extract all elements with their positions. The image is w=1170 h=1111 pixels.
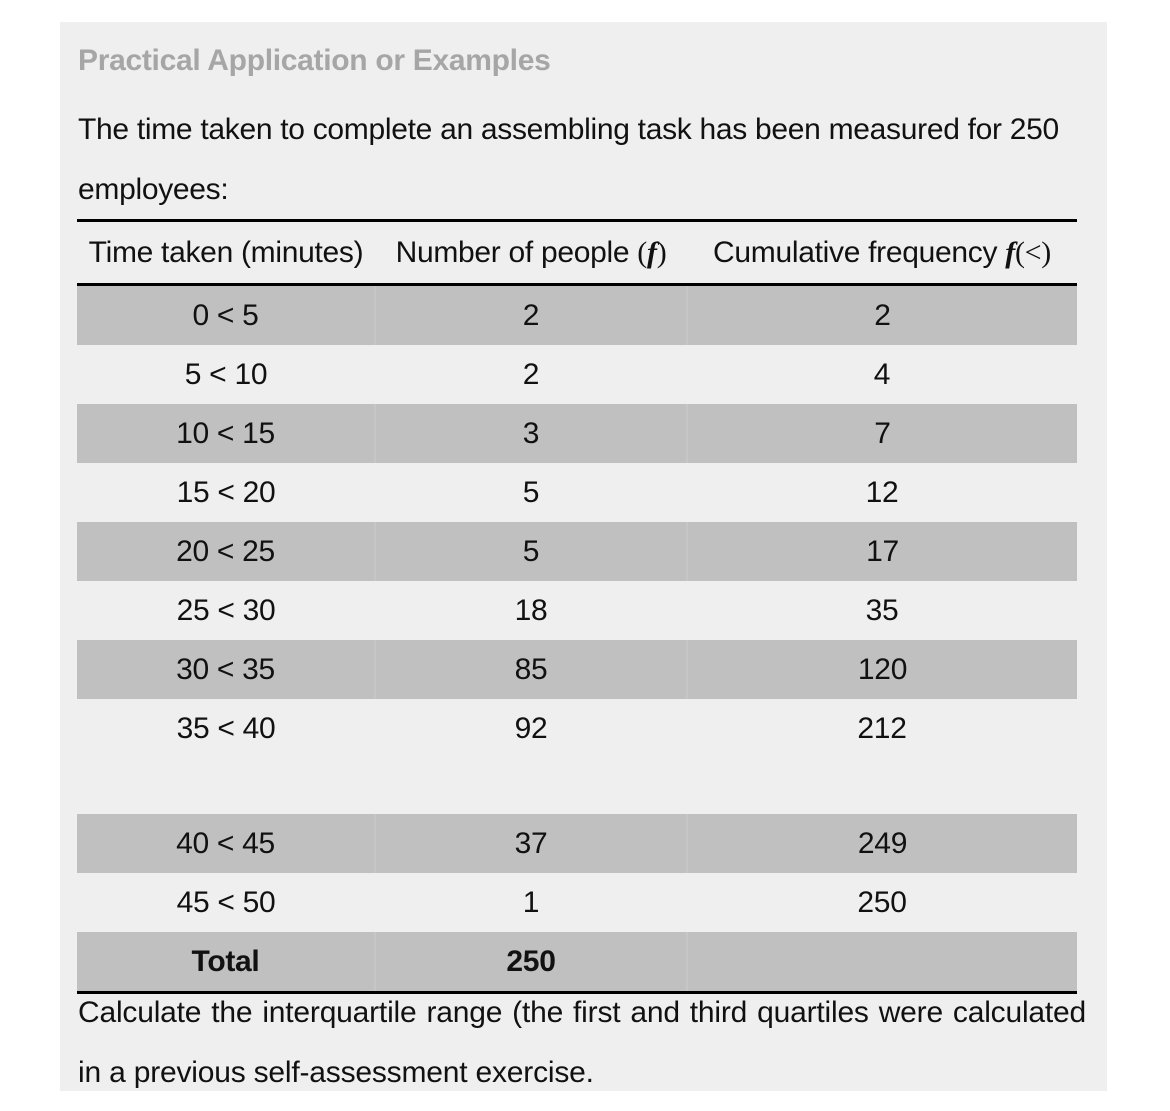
- cell-interval: 5 < 10: [77, 345, 375, 404]
- cell-frequency: 2: [375, 345, 687, 404]
- header-cf-symbol: f: [1005, 235, 1015, 269]
- header-time-taken: Time taken (minutes): [88, 235, 364, 269]
- table-row: [77, 522, 1077, 581]
- cell-total-label: Total: [77, 932, 375, 993]
- cell-cumulative-frequency: 2: [687, 285, 1077, 346]
- cell-frequency: 85: [375, 640, 687, 699]
- cell-frequency: 3: [375, 404, 687, 463]
- cell-cumulative-frequency: 12: [687, 463, 1077, 522]
- cell-frequency: 5: [375, 463, 687, 522]
- table-row: [77, 581, 1077, 640]
- cell-interval: 20 < 25: [77, 522, 375, 581]
- header-cumulative-frequency: [687, 221, 1077, 285]
- header-f-symbol: f: [647, 235, 657, 269]
- intro-paragraph: The time taken to complete an assembling task has been measured for 250 employees:: [78, 113, 1059, 206]
- table-row: [77, 699, 1077, 814]
- cell-frequency: 1: [375, 873, 687, 932]
- table-row: [77, 814, 1077, 873]
- cell-cumulative-frequency: 4: [687, 345, 1077, 404]
- cell-frequency: 5: [375, 522, 687, 581]
- frequency-table-container: [77, 219, 1077, 994]
- cell-cumulative-frequency: 250: [687, 873, 1077, 932]
- cell-interval: 10 < 15: [77, 404, 375, 463]
- cell-interval: 35 < 40: [77, 699, 375, 814]
- cell-interval: 45 < 50: [77, 873, 375, 932]
- header-open-paren: (: [637, 235, 647, 269]
- frequency-table: [77, 219, 1077, 994]
- cell-interval: 30 < 35: [77, 640, 375, 699]
- cell-cumulative-frequency: 17: [687, 522, 1077, 581]
- cell-cumulative-frequency: 35: [687, 581, 1077, 640]
- cell-frequency: 37: [375, 814, 687, 873]
- cell-interval: 15 < 20: [77, 463, 375, 522]
- cell-cumulative-frequency: 7: [687, 404, 1077, 463]
- cell-cumulative-frequency: 212: [687, 699, 1077, 814]
- section-heading: Practical Application or Examples: [78, 44, 551, 77]
- table-row: [77, 873, 1077, 932]
- table-body: [77, 285, 1077, 993]
- cell-cumulative-frequency: 120: [687, 640, 1077, 699]
- cell-total-frequency: 250: [375, 932, 687, 993]
- table-row: [77, 463, 1077, 522]
- header-number-of-people: [375, 221, 687, 285]
- table-row: [77, 285, 1077, 346]
- cell-frequency: 92: [375, 699, 687, 814]
- header-cumulative-frequency-label: Cumulative frequency: [713, 235, 1006, 269]
- table-row: [77, 640, 1077, 699]
- header-number-of-people-label: Number of people: [395, 235, 638, 269]
- cell-interval: 40 < 45: [77, 814, 375, 873]
- cell-interval: 0 < 5: [77, 285, 375, 346]
- cell-interval: 25 < 30: [77, 581, 375, 640]
- header-close-paren: ): [656, 235, 667, 269]
- table-header-row: [77, 221, 1077, 285]
- exercise-instruction: Calculate the interquartile range (the first and third quartiles were calculated in a previous self-assessment exercise.: [78, 996, 1086, 1089]
- cell-frequency: 18: [375, 581, 687, 640]
- cell-cumulative-frequency: 249: [687, 814, 1077, 873]
- cell-frequency: 2: [375, 285, 687, 346]
- table-row: [77, 404, 1077, 463]
- table-row: [77, 345, 1077, 404]
- header-less-than-paren: (<): [1014, 235, 1051, 269]
